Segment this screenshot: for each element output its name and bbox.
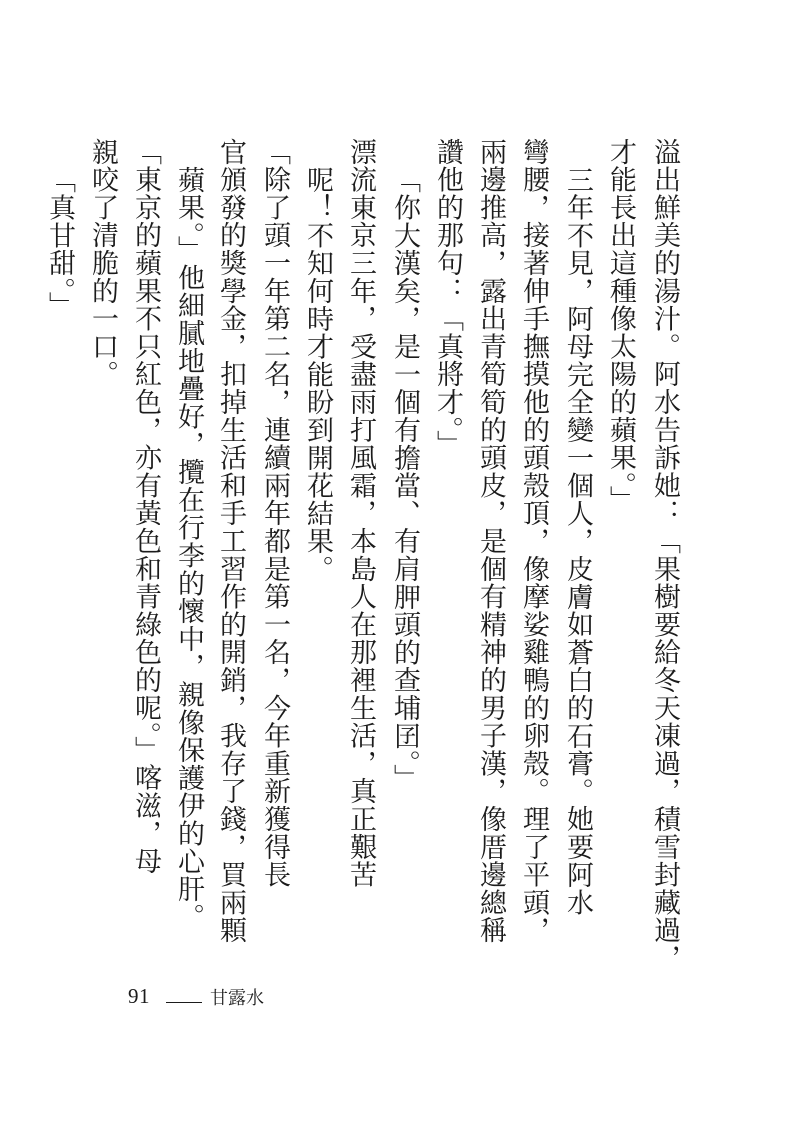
text-line: 才能長出這種像太陽的蘋果。」 [605, 138, 636, 514]
text-line: 三年不見，阿母完全變一個人，皮膚如蒼白的石膏。她要阿水 [562, 166, 593, 917]
text-line: 「東京的蘋果不只紅色，亦有黃色和青綠色的呢。」喀滋，母 [130, 138, 161, 876]
text-line: 官頒發的獎學金，扣掉生活和手工習作的開銷，我存了錢，買兩顆 [215, 138, 246, 945]
text-line: 兩邊推高，露出青筍筍的頭皮，是個有精神的男子漢，像厝邊總稱 [475, 138, 506, 945]
text-line: 漂流東京三年，受盡雨打風霜，本島人在那裡生活，真正艱苦 [345, 138, 376, 889]
text-line: 「你大漢矣，是一個有擔當、有肩胛頭的查埔囝。」 [389, 166, 420, 792]
text-line: 「真甘甜。」 [44, 166, 75, 320]
text-line: 親咬了清脆的一口。 [87, 138, 118, 389]
book-title: 甘露水 [210, 988, 264, 1009]
text-line: 彎腰，接著伸手撫摸他的頭殼頂，像摩娑雞鴨的卵殼。理了平頭， [518, 138, 549, 945]
text-line: 溢出鮮美的湯汁。阿水告訴她：「果樹要給冬天凍過，積雪封藏過， [649, 138, 680, 972]
text-line: 呢！不知何時才能盼到開花結果。 [302, 166, 333, 583]
text-line: 讚他的那句：「真將才。」 [432, 138, 463, 459]
text-line: 「除了頭一年第二名，連續兩年都是第一名，今年重新獲得長 [259, 138, 290, 889]
text-line: 蘋果。」他細膩地疊好，攬在行李的懷中，親像保護伊的心肝。 [173, 166, 204, 931]
page-number: 91 [128, 984, 150, 1008]
footer-divider [166, 1002, 202, 1003]
